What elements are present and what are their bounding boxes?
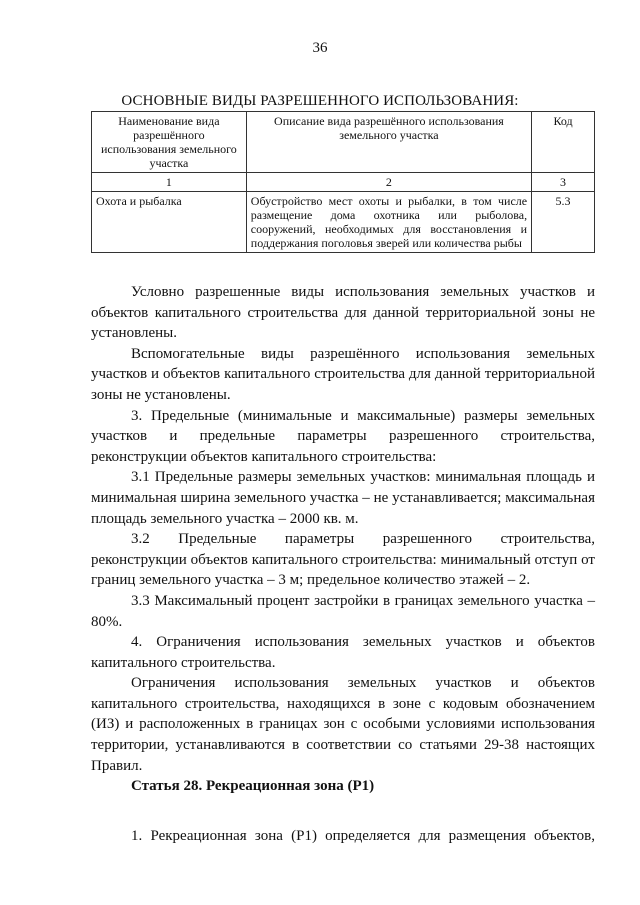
paragraph: Условно разрешенные виды использования земельных участков и объектов капитального строительства для данной территориальной зоны не установлены. [91, 284, 595, 342]
cell-code: 5.3 [532, 192, 595, 253]
cell-use-name: Охота и рыбалка [92, 192, 247, 253]
header-use-name: Наименование вида разрешённого использования земельного участка [92, 112, 247, 173]
paragraph: Вспомогательные виды разрешённого использования земельных участков и объектов капитального строительства для данной территориальной зоны не установлены. [91, 345, 595, 403]
header-code: Код [532, 112, 595, 173]
body-text [91, 282, 595, 776]
column-number: 1 [92, 173, 247, 192]
table-row [92, 192, 595, 253]
paragraph: 3.2 Предельные параметры разрешенного строительства, реконструкции объектов капитального строительства: минимальный отступ от границ земельного участка – 3 м; предельное количество этажей – 2. [91, 531, 595, 589]
paragraph: 1. Рекреационная зона (Р1) определяется для размещения объектов, [131, 828, 595, 844]
cell-use-description: Обустройство мест охоты и рыбалки, в том числе размещение дома охотника или рыболова, сооружений, необходимых для восстановления и поддержания поголовья зверей или количества рыбы [246, 192, 531, 253]
table-header-row [92, 112, 595, 173]
page-number: 36 [312, 40, 328, 56]
paragraph: 3.1 Предельные размеры земельных участков: минимальная площадь и минимальная ширина земельного участка – не устанавливается; максимальная площадь земельного участка – 2000 кв. м. [91, 469, 595, 527]
column-number: 2 [246, 173, 531, 192]
paragraph: 3. Предельные (минимальные и максимальные) размеры земельных участков и предельные параметры разрешенного строительства, реконструкции объектов капитального строительства: [91, 407, 595, 465]
table-column-numbers-row [92, 173, 595, 192]
paragraph: 4. Ограничения использования земельных участков и объектов капитального строительства. [91, 634, 595, 671]
permitted-uses-table [91, 111, 595, 253]
article-title: Статья 28. Рекреационная зона (Р1) [131, 778, 375, 794]
paragraph: Ограничения использования земельных участков и объектов капитального строительства, находящихся в зоне с кодовым обозначением (ИЗ) и расположенных в границах зон с особыми условиями использования территории, устанавливаются в соответствии со статьями 29-38 настоящих Правил. [91, 675, 595, 774]
section-heading: ОСНОВНЫЕ ВИДЫ РАЗРЕШЕННОГО ИСПОЛЬЗОВАНИЯ: [121, 93, 519, 109]
paragraph: 3.3 Максимальный процент застройки в границах земельного участка – 80%. [91, 592, 595, 630]
header-use-description: Описание вида разрешённого использования земельного участка [246, 112, 531, 173]
column-number: 3 [532, 173, 595, 192]
